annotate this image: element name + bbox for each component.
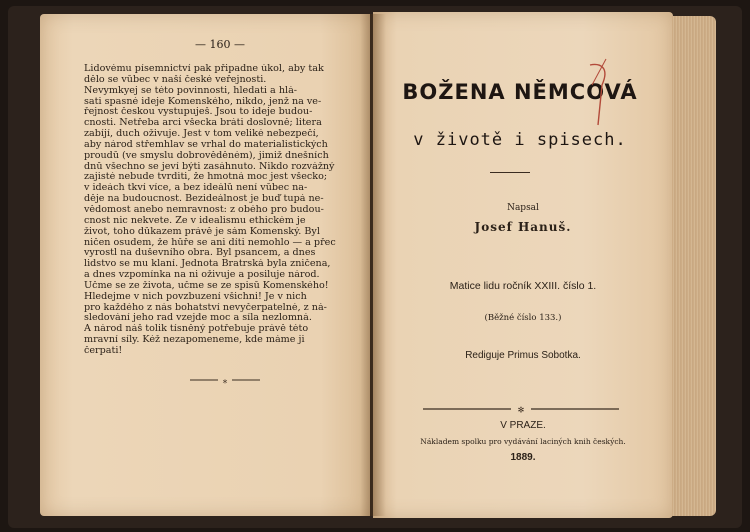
text-line: vědomost anebo nemravnost: z obého pro budou- — [84, 204, 324, 215]
editor-line: Rediguje Primus Sobotka. — [465, 350, 581, 361]
text-line: Učme se ze života, učme se ze spisů Komenského! — [84, 280, 329, 291]
text-line: dělo se vůbec v naší české veřejnosti. — [84, 74, 267, 85]
text-line: A národ náš tolik tísněný potřebuje právě této — [84, 324, 309, 335]
text-line: čerpati! — [84, 345, 123, 356]
text-line: Lidovému písemnictví pak připadne úkol, aby tak — [84, 64, 324, 74]
title-rule — [490, 172, 530, 173]
text-line: ničen osudem, že hůře se ani díti nemohlo — a přec — [84, 237, 336, 248]
publication-year: 1889. — [510, 452, 536, 463]
series-info: Matice lidu ročník XXIII. číslo 1. — [449, 280, 597, 292]
place-of-publication: V PRAZE. — [500, 420, 546, 431]
text-line: pro každého z nás bohatství nevyčerpatelné, z ná- — [84, 302, 327, 313]
text-line: cnosti. Netřeba arci všecka bráti doslovně; litera — [84, 118, 322, 129]
text-line: řejnost českou vystupuješ. Jsou to ideje budou- — [84, 107, 313, 118]
text-line: v ideách tkví více, a bez ideálů není vůbec na- — [84, 183, 308, 194]
text-line: lidstvo se mu klaní. Jednota Bratrská byla zničena, — [84, 259, 331, 270]
text-line: aby národ střemhlav se vrhal do materialistických — [84, 139, 328, 150]
byline-label: Napsal — [507, 203, 539, 213]
text-line: život, toho důkazem právě je sám Komenský. Byl — [84, 226, 320, 237]
text-line: děje na budoucnost. Bezideálnost je buď tupá ne- — [84, 194, 324, 205]
publisher-line: Nákladem spolku pro vydávání laciných knih českých. — [420, 437, 626, 446]
text-line: Hledejme v nich povzbuzení všichni! Je v nich — [84, 291, 307, 302]
text-line: sati spasné ideje Komenského, nikdo, jenž na ve- — [84, 96, 322, 107]
running-number: (Běžné číslo 133.) — [484, 313, 562, 323]
text-line: cnost nic nekvete. Že v idealismu ethickém je — [84, 215, 306, 226]
text-line: Nevymkyej se této povinnosti, hledati a hlá- — [84, 85, 298, 96]
page-edges — [672, 16, 716, 516]
pencil-mark — [580, 55, 620, 135]
text-line: sledování jeho rad vzejde moc a síla nezlomná. — [84, 313, 312, 324]
left-page-text — [84, 64, 350, 357]
page-number: — 160 — — [195, 38, 245, 51]
left-ornament — [190, 375, 260, 385]
svg-text:⁎: ⁎ — [222, 376, 228, 385]
text-line: a dnes vzpomínka na ni oživuje a posiluje národ. — [84, 270, 320, 281]
text-line: zajisté nebude tvrditi, že hmotná moc jest všecko; — [84, 172, 328, 183]
imprint-ornament — [423, 405, 619, 413]
svg-text:✻: ✻ — [517, 405, 525, 413]
book-subtitle: v životě i spisech. — [413, 130, 627, 150]
text-line: proudů (ve smyslu dobrověděném), jimiž dnešních — [84, 150, 329, 161]
author-name: Josef Hanuš. — [474, 220, 572, 234]
text-line: zabíjí, duch oživuje. Jest v tom veliké nebezpečí, — [84, 129, 319, 140]
text-line: mravní síly. Kéž nezapomeneme, kde máme ji — [84, 335, 305, 346]
book-title: BOŽENA NĚMCOVÁ — [402, 80, 638, 104]
text-line: vyrostl na duševního obra. Byl psancem, a dnes — [84, 248, 316, 259]
text-line: dnů všechno se jeví býti zasáhnuto. Nikdo rozvážný — [84, 161, 335, 172]
